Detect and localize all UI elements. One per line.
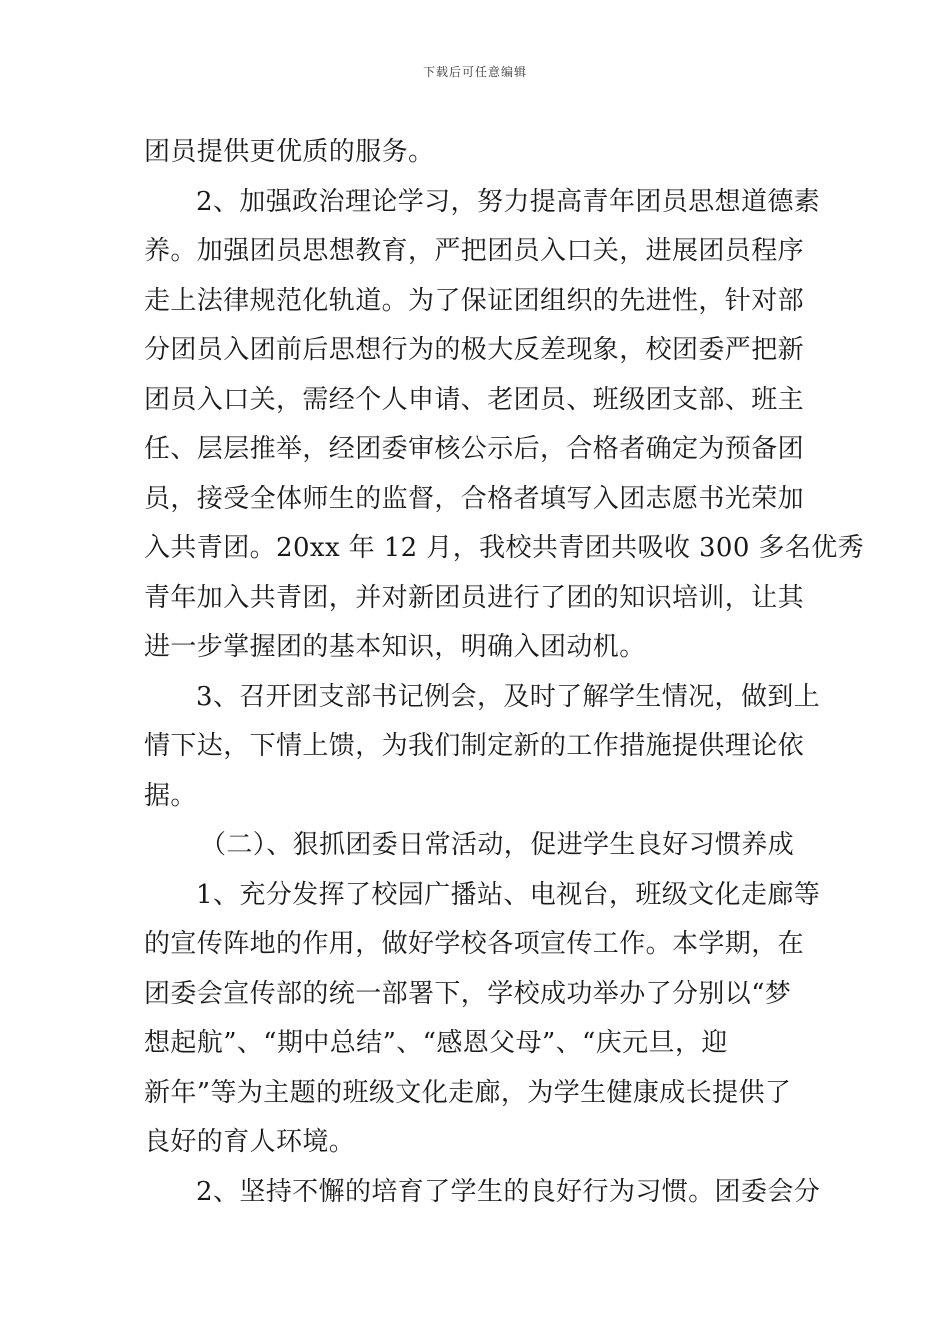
text-line: 团员提供更优质的服务。 [144, 137, 435, 167]
text-line: 情下达，下情上馈，为我们制定新的工作措施提供理论依 [144, 731, 805, 761]
text-line: 团员入口关，需经个人申请、老团员、班级团支部、班主 [144, 384, 805, 415]
text-line: 分团员入团前后思想行为的极大反差现象，校团委严把新 [144, 335, 805, 365]
text-line: 走上法律规范化轨道。为了保证团组织的先进性，针对部 [144, 285, 805, 316]
text-line: 养。加强团员思想教育，严把团员入口关，进展团员程序 [144, 236, 805, 266]
text-line: 团委会宣传部的统一部署下，学校成功举办了分别以“梦 [144, 978, 792, 1009]
text-line: 想起航”、“期中总结”、“感恩父母”、“庆元旦，迎 [144, 1028, 728, 1058]
text-line: 2、加强政治理论学习，努力提高青年团员思想道德素 [196, 186, 821, 217]
text-line: 进一步掌握团的基本知识，明确入团动机。 [144, 632, 646, 662]
text-line: 3、召开团支部书记例会，及时了解学生情况，做到上 [196, 681, 821, 712]
text-line: 任、层层推举，经团委审核公示后，合格者确定为预备团 [144, 434, 805, 464]
text-line: 青年加入共青团，并对新团员进行了团的知识培训，让其 [144, 582, 805, 613]
text-line: 2、坚持不懈的培育了学生的良好行为习惯。团委会分 [196, 1176, 821, 1207]
text-line: 员，接受全体师生的监督，合格者填写入团志愿书光荣加 [144, 483, 805, 514]
section-heading: （二）、狠抓团委日常活动，促进学生良好习惯养成 [200, 830, 795, 860]
page-header-note: 下载后可任意编辑 [422, 65, 527, 79]
text-line: 1、充分发挥了校园广播站、电视台，班级文化走廊等 [196, 879, 821, 910]
text-line: 入共青团。20xx 年 12 月，我校共青团共吸收 300 多名优秀 [144, 533, 865, 563]
body-text [144, 128, 865, 1217]
text-line: 良好的育人环境。 [144, 1127, 356, 1157]
text-line: 新年”等为主题的班级文化走廊，为学生健康成长提供了 [144, 1077, 792, 1108]
text-line: 据。 [144, 780, 197, 811]
text-line: 的宣传阵地的作用，做好学校各项宣传工作。本学期，在 [144, 929, 805, 959]
